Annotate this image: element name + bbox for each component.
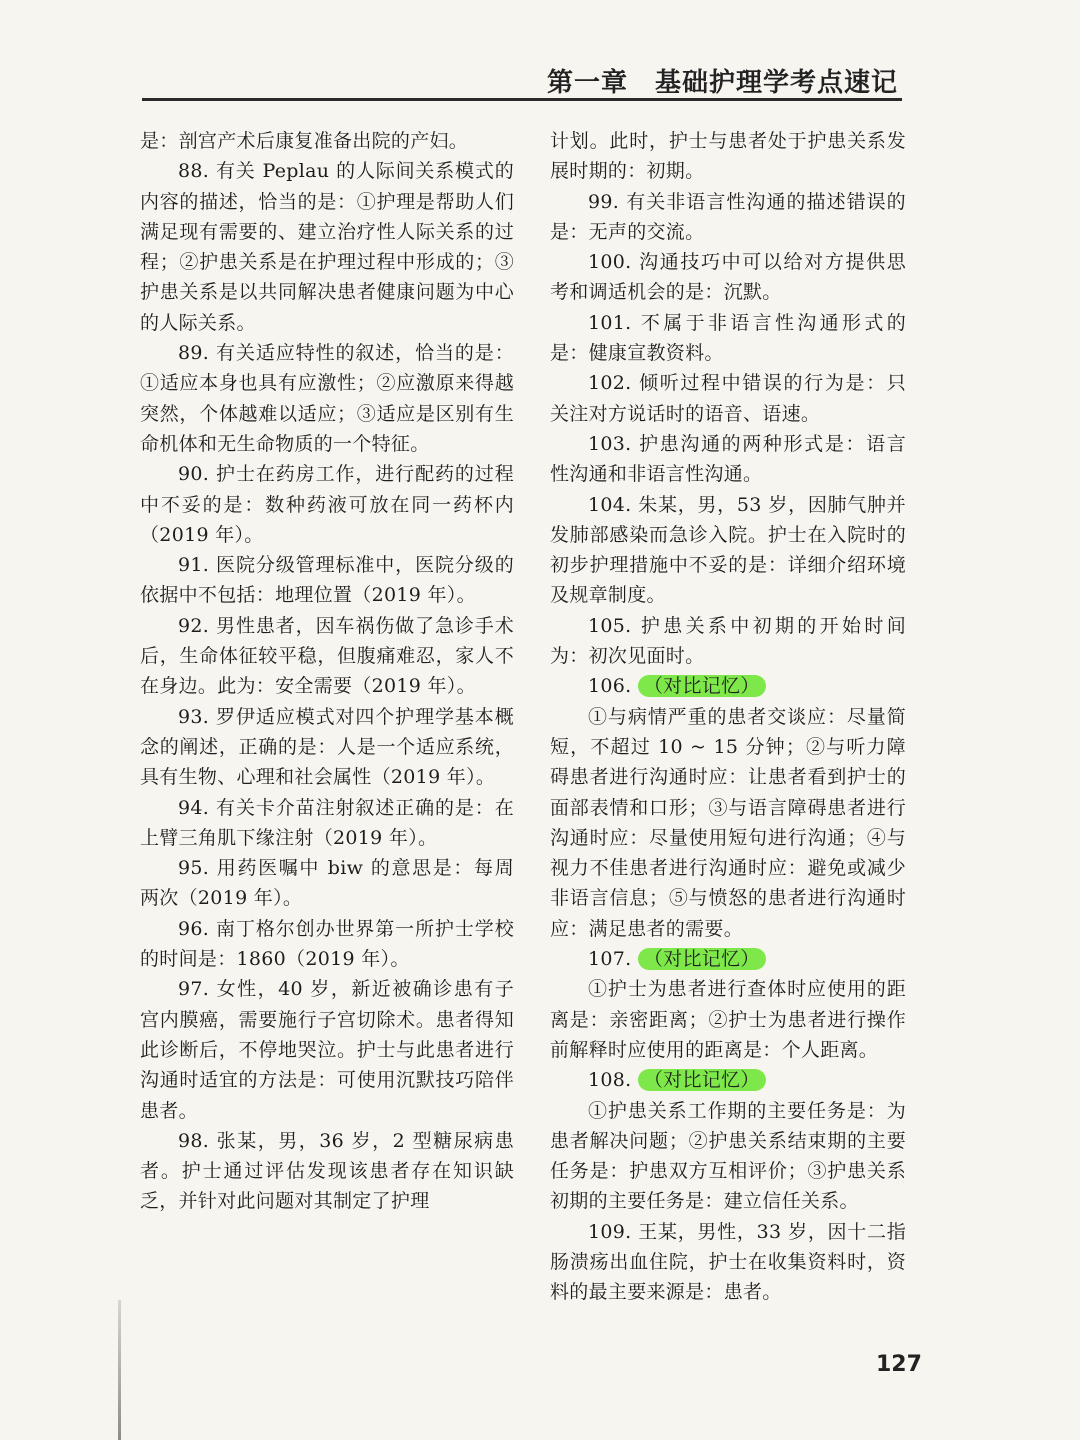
paragraph: 104. 朱某，男，53 岁，因肺气肿并发肺部感染而急诊入院。护士在入院时的初步护理措施中不妥的是：详细介绍环境及规章制度。 xyxy=(550,493,906,607)
section-heading xyxy=(550,1065,906,1095)
paragraph: 96. 南丁格尔创办世界第一所护士学校的时间是：1860（2019 年）。 xyxy=(140,917,514,971)
paragraph: 102. 倾听过程中错误的行为是：只关注对方说话时的语音、语速。 xyxy=(550,372,906,425)
paragraph: 计划。此时，护士与患者处于护患关系发展时期的：初期。 xyxy=(550,130,906,183)
highlighted-tag: （对比记忆） xyxy=(638,948,766,970)
paragraph: 95. 用药医嘱中 biw 的意思是：每周两次（2019 年）。 xyxy=(140,857,514,910)
paragraph: 89. 有关适应特性的叙述，恰当的是：①适应本身也具有应激性；②应激原来得越突然，个体越难以适应；③适应是区别有生命机体和无生命物质的一个特征。 xyxy=(140,342,514,455)
page-number: 127 xyxy=(876,1352,922,1377)
paragraph: 93. 罗伊适应模式对四个护理学基本概念的阐述，正确的是：人是一个适应系统，具有生物、心理和社会属性（2019 年）。 xyxy=(140,705,514,789)
section-heading xyxy=(550,944,906,974)
paragraph: 101. 不属于非语言性沟通形式的是：健康宣教资料。 xyxy=(550,311,906,365)
binding-edge xyxy=(118,1300,121,1440)
item-number: 108. xyxy=(588,1069,638,1092)
paragraph: 是：剖宫产术后康复准备出院的产妇。 xyxy=(140,130,469,152)
section-heading xyxy=(550,671,906,701)
paragraph: 99. 有关非语言性沟通的描述错误的是：无声的交流。 xyxy=(550,190,906,243)
paragraph: 100. 沟通技巧中可以给对方提供思考和调适机会的是：沉默。 xyxy=(550,251,906,304)
highlighted-tag: （对比记忆） xyxy=(638,1069,766,1091)
paragraph: 91. 医院分级管理标准中，医院分级的依据中不包括：地理位置（2019 年）。 xyxy=(140,554,514,607)
right-column xyxy=(550,126,906,1308)
paragraph: ①与病情严重的患者交谈应：尽量简短，不超过 10 ~ 15 分钟；②与听力障碍患者进行沟通时应：让患者看到护士的面部表情和口形；③与语言障碍患者进行沟通时应：尽量使用短句进行沟通；④与视力不佳患者进行沟通时应：避免或减少非语言信息；⑤与愤怒的患者进行沟通时应：满足患者的需要。 xyxy=(550,705,906,940)
paragraph: ①护患关系工作期的主要任务是：为患者解决问题；②护患关系结束期的主要任务是：护患双方互相评价；③护患关系初期的主要任务是：建立信任关系。 xyxy=(550,1099,906,1213)
item-number: 107. xyxy=(588,948,638,971)
paragraph: ①护士为患者进行查体时应使用的距离是：亲密距离；②护士为患者进行操作前解释时应使用的距离是：个人距离。 xyxy=(550,978,906,1061)
paragraph: 88. 有关 Peplau 的人际间关系模式的内容的描述，恰当的是：①护理是帮助人们满足现有需要的、建立治疗性人际关系的过程；②护患关系是在护理过程中形成的；③护患关系是以共同解决患者健康问题为中心的人际关系。 xyxy=(140,160,514,334)
chapter-title: 第一章 基础护理学考点速记 xyxy=(546,68,898,98)
paragraph: 98. 张某，男，36 岁，2 型糖尿病患者。护士通过评估发现该患者存在知识缺乏，并针对此问题对其制定了护理 xyxy=(140,1129,514,1213)
item-number: 106. xyxy=(588,675,638,698)
highlighted-tag: （对比记忆） xyxy=(638,675,766,697)
page-header xyxy=(142,62,902,101)
paragraph: 97. 女性，40 岁，新近被确诊患有子宫内膜癌，需要施行子宫切除术。患者得知此诊断后，不停地哭泣。护士与此患者进行沟通时适宜的方法是：可使用沉默技巧陪伴患者。 xyxy=(140,978,514,1122)
paragraph: 105. 护患关系中初期的开始时间为：初次见面时。 xyxy=(550,614,906,668)
left-column xyxy=(140,126,514,1217)
paragraph: 90. 护士在药房工作，进行配药的过程中不妥的是：数种药液可放在同一药杯内（2019 年）。 xyxy=(140,463,514,546)
paragraph: 94. 有关卡介苗注射叙述正确的是：在上臂三角肌下缘注射（2019 年）。 xyxy=(140,796,514,849)
paragraph: 109. 王某，男性，33 岁，因十二指肠溃疡出血住院，护士在收集资料时，资料的最主要来源是：患者。 xyxy=(550,1220,906,1304)
paragraph: 103. 护患沟通的两种形式是：语言性沟通和非语言性沟通。 xyxy=(550,432,906,486)
paragraph: 92. 男性患者，因车祸伤做了急诊手术后，生命体征较平稳，但腹痛难忍，家人不在身边。此为：安全需要（2019 年）。 xyxy=(140,614,514,698)
